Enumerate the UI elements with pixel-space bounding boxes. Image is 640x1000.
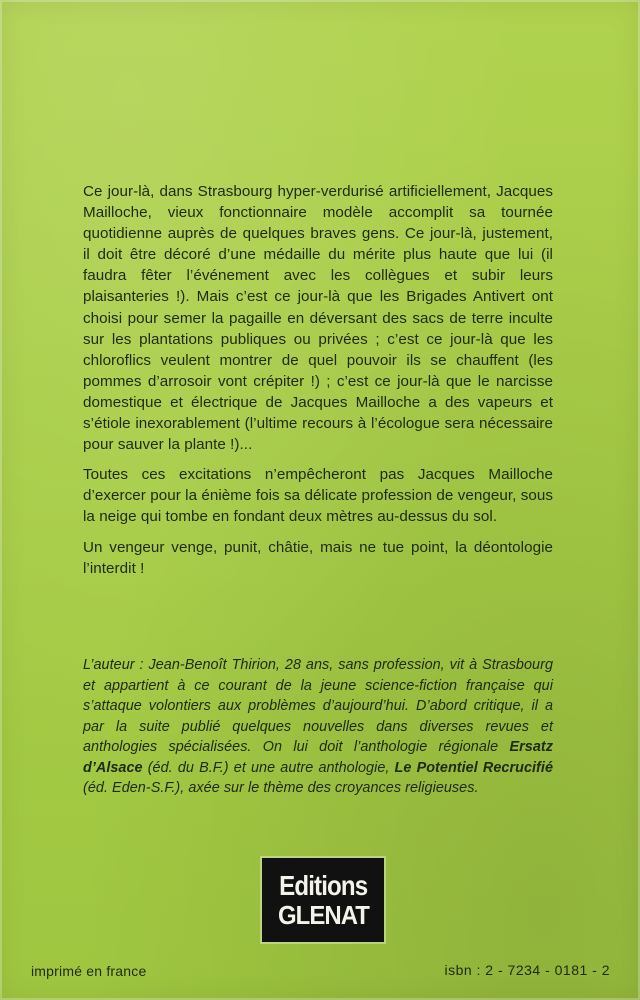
author-bio: [83, 655, 553, 799]
printed-in-france: imprimé en france: [31, 963, 147, 979]
logo-editions-text: Editions: [278, 870, 368, 901]
author-bio-intro: L’auteur : Jean-Benoît Thirion, 28 ans, sans profession, vit à Strasbourg et appartient à ce courant de la jeune science-fiction française qui s’attaque volontiers aux problèmes d’aujourd’hui. D’abord critique, il a par la suite publié quelques nouvelles dans diverses revues et anthologies spécialisées. On lui doit l’anthologie régionale: [83, 657, 553, 755]
isbn-number: isbn : 2 - 7234 - 0181 - 2: [444, 962, 610, 978]
anthology-title-ersatz: Ersatz d’Alsace: [83, 739, 553, 776]
blurb: [83, 181, 553, 588]
publisher-logo: [264, 860, 382, 940]
blurb-paragraph-1: Ce jour-là, dans Strasbourg hyper-verdurisé artificiellement, Jacques Mailloche, vieux fonctionnaire modèle accomplit sa tournée quotidienne auprès de quelques braves gens. Ce jour-là, justement, il doit être décoré d’une médaille du mérite plus haute que lui (il faudra fêter l’événement avec les collègues et subir leurs plaisanteries !). Mais c’est ce jour-là que les Brigades Antivert ont choisi pour semer la pagaille en déversant des sacs de terre inculte sur les plantations publiques ou privées ; c’est ce jour-là que les chloroflics veulent montrer de quel pouvoir ils se chauffent (les pommes d’arrosoir vont crépiter !) ; c’est ce jour-là que le narcisse domestique et électrique de Jacques Mailloche a des vapeurs et s’étiole inexorablement (l’ultime recours à l’écologue sera nécessaire pour sauver la plante !)...: [83, 183, 553, 454]
logo-glenat-text: GLENAT: [277, 900, 369, 930]
anthology-title-potentiel: Le Potentiel Recrucifié: [394, 759, 553, 776]
author-bio-between: (éd. du B.F.) et une autre anthologie,: [142, 759, 395, 776]
author-bio-outro: (éd. Eden-S.F.), axée sur le thème des croyances religieuses.: [83, 780, 479, 796]
blurb-paragraph-2: Toutes ces excitations n’empêcheront pas Jacques Mailloche d’exercer pour la énième fois sa délicate profession de vengeur, sous la neige qui tombe en fondant deux mètres au-dessus du sol.: [83, 466, 553, 526]
blurb-paragraph-3: Un vengeur venge, punit, châtie, mais ne tue point, la déontologie l’interdit !: [83, 538, 553, 577]
